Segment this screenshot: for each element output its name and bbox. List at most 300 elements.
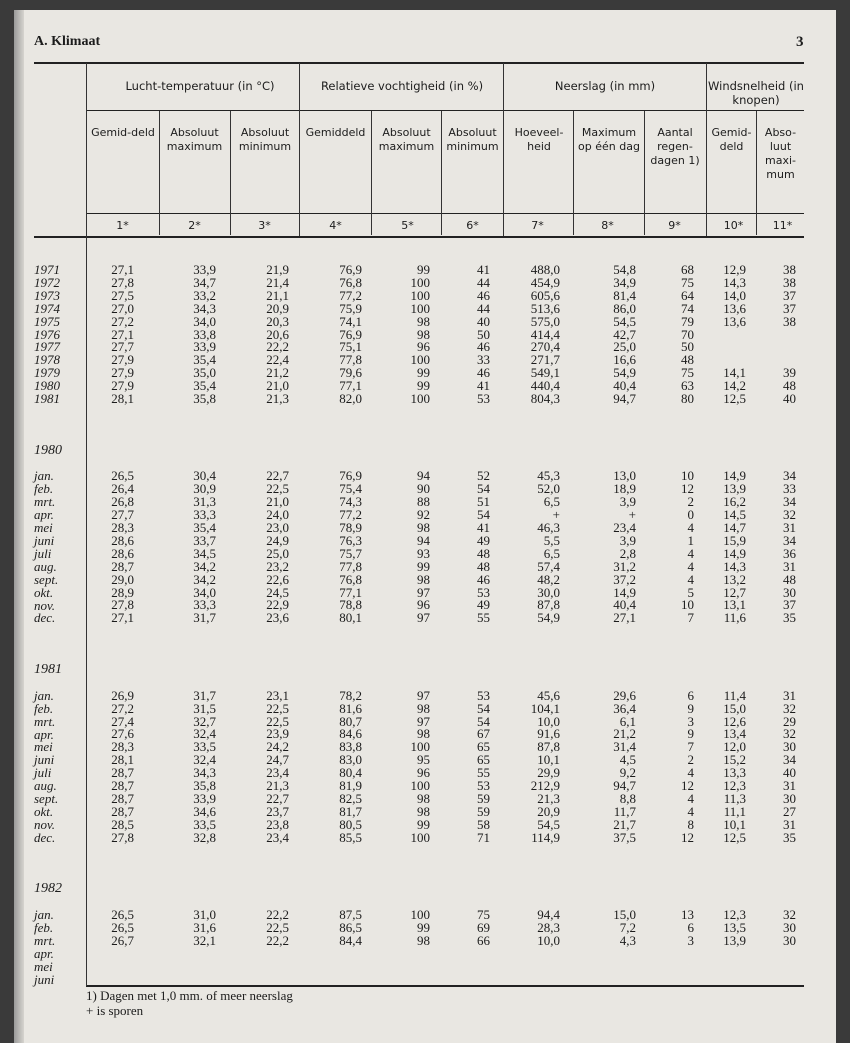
table-cell: 66: [477, 932, 490, 948]
table-cell: 6,5: [543, 545, 560, 561]
row-label: 1972: [34, 274, 60, 290]
cell-spacer: [219, 419, 289, 432]
table-cell: 82,5: [339, 791, 362, 806]
table-cell: 42,7: [613, 326, 636, 342]
table-cell: 48: [477, 558, 490, 574]
row-label: nov.: [34, 816, 56, 832]
table-cell: 27,8: [111, 829, 134, 845]
cell-spacer: [292, 858, 362, 871]
cell-spacer: [726, 948, 796, 961]
table-cell: 94: [417, 532, 430, 548]
table-cell: 34,3: [193, 765, 216, 781]
table-cell: 97: [417, 584, 430, 600]
table-cell: 31: [783, 520, 796, 536]
data-column-4: [292, 264, 362, 986]
cell-spacer: [420, 638, 490, 651]
table-cell: 87,5: [339, 907, 362, 923]
row-label: juli: [34, 765, 52, 781]
table-cell: 12,7: [723, 584, 746, 600]
table-cell: 4: [687, 520, 694, 536]
table-cell: 27,8: [111, 274, 134, 290]
table-cell: 20,3: [266, 313, 289, 329]
table-cell: 32,7: [193, 713, 216, 729]
table-cell: 36,4: [613, 700, 636, 716]
table-cell: 575,0: [530, 313, 560, 329]
table-cell: 28,6: [111, 545, 134, 561]
table-cell: 32: [783, 507, 796, 523]
table-cell: 30: [783, 791, 796, 806]
cell-spacer: [292, 974, 362, 987]
table-cell: 212,9: [530, 778, 560, 794]
cell-spacer: [219, 651, 289, 664]
table-cell: 35,8: [193, 391, 216, 407]
cell-spacer: [420, 845, 490, 858]
table-cell: 12,5: [723, 391, 746, 407]
cell-spacer: [219, 948, 289, 961]
data-column-3: [219, 264, 289, 986]
table-cell: 21,0: [266, 378, 289, 394]
row-label: mei: [34, 520, 53, 536]
table-cell: 99: [417, 816, 430, 832]
data-column-6: [420, 264, 490, 986]
table-cell: 79,6: [339, 365, 362, 381]
cell-spacer: [219, 625, 289, 638]
table-cell: 90: [417, 481, 430, 497]
cell-spacer: [146, 858, 216, 871]
table-cell: 37,2: [613, 571, 636, 587]
table-cell: 92: [417, 507, 430, 523]
table-cell: 100: [410, 829, 430, 845]
row-label: mei: [34, 739, 53, 755]
table-cell: 14,9: [723, 468, 746, 484]
table-cell: 33,9: [193, 791, 216, 806]
table-cell: 4: [687, 571, 694, 587]
table-cell: 10,0: [537, 713, 560, 729]
table-cell: 14,3: [723, 558, 746, 574]
block-year-label: 1980: [34, 442, 62, 458]
table-cell: 13,9: [723, 481, 746, 497]
table-cell: 53: [477, 584, 490, 600]
table-cell: 94,7: [613, 391, 636, 407]
table-cell: 13,9: [723, 932, 746, 948]
row-label: jan.: [34, 907, 54, 923]
table-cell: 7: [687, 610, 694, 626]
cell-spacer: [146, 432, 216, 445]
table-cell: 46: [477, 339, 490, 355]
cell-spacer: [490, 858, 560, 871]
table-cell: 76,8: [339, 571, 362, 587]
table-cell: 83,8: [339, 739, 362, 755]
table-cell: 79: [681, 313, 694, 329]
table-cell: 23,7: [266, 803, 289, 819]
table-cell: 33: [783, 481, 796, 497]
footnote-rain-days: 1) Dagen met 1,0 mm. of meer neerslag: [86, 988, 293, 1003]
table-cell: 20,9: [537, 803, 560, 819]
column-divider: [230, 111, 231, 235]
table-cell: 605,6: [530, 287, 560, 303]
table-cell: 76,9: [339, 326, 362, 342]
table-cell: 27,1: [111, 262, 134, 277]
row-label: 1980: [34, 378, 60, 394]
row-spacer: [34, 638, 62, 651]
table-cell: 32,4: [193, 726, 216, 742]
column-header: Gemid-deld: [91, 126, 155, 139]
table-cell: 95: [417, 752, 430, 768]
table-cell: 10,0: [537, 932, 560, 948]
table-cell: 54,5: [613, 313, 636, 329]
cell-spacer: [292, 948, 362, 961]
cell-spacer: [420, 406, 490, 419]
table-cell: 28,3: [537, 919, 560, 935]
table-cell: 78,9: [339, 520, 362, 536]
table-cell: 32: [783, 726, 796, 742]
cell-spacer: [146, 948, 216, 961]
table-cell: 33,3: [193, 597, 216, 613]
table-cell: 28,6: [111, 532, 134, 548]
table-cell: 85,5: [339, 829, 362, 845]
table-cell: 31,0: [193, 907, 216, 923]
table-cell: 14,1: [723, 365, 746, 381]
table-cell: 75: [477, 907, 490, 923]
table-cell: 33,2: [193, 287, 216, 303]
cell-spacer: [64, 638, 134, 651]
cell-spacer: [490, 625, 560, 638]
cell-spacer: [146, 870, 216, 883]
table-cell: 3,9: [619, 532, 636, 548]
table-cell: 37: [783, 597, 796, 613]
table-cell: 25,0: [266, 545, 289, 561]
cell-spacer: [64, 651, 134, 664]
table-cell: 30: [783, 739, 796, 755]
table-cell: 28,3: [111, 520, 134, 536]
table-cell: 12: [681, 829, 694, 845]
table-cell: 27,1: [111, 610, 134, 626]
table-cell: 26,5: [111, 919, 134, 935]
table-cell: 35,4: [193, 352, 216, 368]
table-cell: 40: [477, 313, 490, 329]
cell-spacer: [726, 883, 796, 896]
cell-spacer: [726, 961, 796, 974]
table-cell: 38: [783, 313, 796, 329]
cell-spacer: [490, 845, 560, 858]
cell-spacer: [420, 961, 490, 974]
table-cell: 27,9: [111, 352, 134, 368]
table-cell: 15,9: [723, 532, 746, 548]
row-spacer: [34, 845, 62, 858]
table-cell: 100: [410, 907, 430, 923]
row-label: okt.: [34, 803, 54, 819]
row-label: 1976: [34, 326, 60, 342]
table-cell: 6,1: [619, 713, 636, 729]
table-cell: 22,5: [266, 481, 289, 497]
table-cell: 4: [687, 791, 694, 806]
table-cell: 4,3: [619, 932, 636, 948]
table-cell: 32,4: [193, 752, 216, 768]
column-header: Gemid-deld: [711, 126, 752, 153]
cell-spacer: [292, 664, 362, 677]
table-cell: 804,3: [530, 391, 560, 407]
table-cell: 54,9: [613, 365, 636, 381]
table-cell: 25,0: [613, 339, 636, 355]
cell-spacer: [726, 419, 796, 432]
cell-spacer: [726, 870, 796, 883]
table-cell: 14,0: [723, 287, 746, 303]
cell-spacer: [726, 974, 796, 987]
cell-spacer: [146, 445, 216, 458]
table-cell: 28,7: [111, 558, 134, 574]
cell-spacer: [64, 974, 134, 987]
table-cell: 11,3: [723, 791, 746, 806]
table-cell: 75,7: [339, 545, 362, 561]
table-cell: 35,4: [193, 378, 216, 394]
cell-spacer: [146, 845, 216, 858]
table-cell: 81,4: [613, 287, 636, 303]
row-label: feb.: [34, 481, 54, 497]
table-cell: 94: [417, 468, 430, 484]
table-cell: 69: [477, 919, 490, 935]
table-cell: 71: [477, 829, 490, 845]
table-cell: 34: [783, 752, 796, 768]
table-cell: 13,2: [723, 571, 746, 587]
column-number: 1*: [116, 219, 129, 232]
row-label: apr.: [34, 726, 54, 742]
cell-spacer: [64, 858, 134, 871]
table-cell: 15,0: [723, 700, 746, 716]
cell-spacer: [490, 883, 560, 896]
table-cell: 99: [417, 558, 430, 574]
table-cell: 46: [477, 287, 490, 303]
cell-spacer: [292, 961, 362, 974]
table-cell: 35: [783, 610, 796, 626]
row-label: 1981: [34, 391, 60, 407]
table-cell: 53: [477, 391, 490, 407]
cell-spacer: [219, 870, 289, 883]
page-number: 3: [796, 34, 804, 50]
cell-spacer: [219, 845, 289, 858]
column-header: Absoluut minimum: [446, 126, 499, 153]
table-cell: 21,3: [266, 391, 289, 407]
table-cell: 7: [687, 739, 694, 755]
table-cell: 22,6: [266, 571, 289, 587]
row-label: apr.: [34, 507, 54, 523]
row-spacer: [34, 406, 62, 419]
table-cell: 75,4: [339, 481, 362, 497]
cell-spacer: [726, 625, 796, 638]
row-label: 1978: [34, 352, 60, 368]
table-cell: 83,0: [339, 752, 362, 768]
table-cell: 34: [783, 468, 796, 484]
table-cell: 23,2: [266, 558, 289, 574]
table-cell: 5,5: [543, 532, 560, 548]
table-cell: 96: [417, 597, 430, 613]
table-cell: 9: [687, 700, 694, 716]
table-cell: 75: [681, 365, 694, 381]
table-cell: 549,1: [530, 365, 560, 381]
cell-spacer: [64, 845, 134, 858]
table-cell: 98: [417, 520, 430, 536]
row-label: okt.: [34, 584, 54, 600]
cell-spacer: [490, 870, 560, 883]
table-cell: 63: [681, 378, 694, 394]
table-cell: 100: [410, 778, 430, 794]
cell-spacer: [146, 664, 216, 677]
column-number: 6*: [466, 219, 479, 232]
table-cell: 12,5: [723, 829, 746, 845]
cell-spacer: [490, 948, 560, 961]
row-label: aug.: [34, 778, 57, 794]
table-cell: 13,6: [723, 313, 746, 329]
table-cell: 76,8: [339, 274, 362, 290]
table-cell: 9: [687, 726, 694, 742]
table-cell: 114,9: [531, 829, 560, 845]
table-cell: 6: [687, 687, 694, 703]
column-number: 7*: [531, 219, 544, 232]
column-number: 4*: [329, 219, 342, 232]
table-cell: 34,3: [193, 300, 216, 316]
table-cell: 29,6: [613, 687, 636, 703]
table-cell: 440,4: [530, 378, 560, 394]
data-column-7: [490, 264, 560, 986]
table-cell: 0: [687, 507, 694, 523]
column-header: Maximum op één dag: [578, 126, 640, 153]
table-cell: 28,9: [111, 584, 134, 600]
column-divider: [159, 111, 160, 235]
table-cell: 27,2: [111, 313, 134, 329]
table-cell: 74,3: [339, 494, 362, 510]
table-cell: 21,0: [266, 494, 289, 510]
table-cell: 31,2: [613, 558, 636, 574]
table-cell: 26,5: [111, 468, 134, 484]
table-cell: 35,0: [193, 365, 216, 381]
table-cell: 10: [681, 468, 694, 484]
table-cell: 80: [681, 391, 694, 407]
footnote-traces: + is sporen: [86, 1003, 144, 1018]
table-cell: 50: [681, 339, 694, 355]
table-cell: 32,8: [193, 829, 216, 845]
table-cell: 82,0: [339, 391, 362, 407]
table-cell: +: [628, 507, 636, 523]
table-cell: 34: [783, 494, 796, 510]
table-cell: 46: [477, 365, 490, 381]
table-cell: 34,7: [193, 274, 216, 290]
block-year-label: 1982: [34, 881, 62, 897]
row-spacer: [34, 625, 62, 638]
table-cell: 87,8: [537, 597, 560, 613]
table-cell: 21,2: [266, 365, 289, 381]
row-label: juni: [34, 971, 55, 987]
table-cell: 75,1: [339, 339, 362, 355]
table-cell: 64: [681, 287, 694, 303]
table-cell: 100: [410, 739, 430, 755]
table-cell: 40,4: [613, 597, 636, 613]
table-cell: 27: [783, 803, 796, 819]
table-cell: 5: [687, 584, 694, 600]
table-cell: 31: [783, 558, 796, 574]
table-cell: 54: [477, 713, 490, 729]
table-cell: 23,8: [266, 816, 289, 832]
table-cell: 271,7: [530, 352, 560, 368]
cell-spacer: [420, 883, 490, 896]
table-cell: 100: [410, 300, 430, 316]
cell-spacer: [292, 445, 362, 458]
table-cell: 24,2: [266, 739, 289, 755]
table-cell: 24,5: [266, 584, 289, 600]
table-cell: 4: [687, 765, 694, 781]
table-cell: 26,9: [111, 687, 134, 703]
table-cell: 54,5: [537, 816, 560, 832]
table-cell: 84,4: [339, 932, 362, 948]
table-cell: 14,5: [723, 507, 746, 523]
table-cell: 14,2: [723, 378, 746, 394]
table-cell: 27,4: [111, 713, 134, 729]
column-divider: [371, 111, 372, 235]
column-header: Aantal regen-dagen 1): [650, 126, 700, 167]
table-cell: 76,3: [339, 532, 362, 548]
table-cell: 2,8: [619, 545, 636, 561]
table-cell: 67: [477, 726, 490, 742]
table-cell: 30,9: [193, 481, 216, 497]
cell-spacer: [420, 948, 490, 961]
table-cell: 100: [410, 287, 430, 303]
row-label: 1973: [34, 287, 60, 303]
row-label: 1979: [34, 365, 60, 381]
table-cell: 13,3: [723, 765, 746, 781]
table-cell: 7,2: [619, 919, 636, 935]
table-cell: 34,6: [193, 803, 216, 819]
table-cell: 34: [783, 532, 796, 548]
table-cell: 44: [477, 300, 490, 316]
column-header: Gemiddeld: [305, 126, 366, 139]
table-cell: 454,9: [530, 274, 560, 290]
table-cell: 22,2: [266, 339, 289, 355]
table-cell: 44: [477, 274, 490, 290]
row-label: sept.: [34, 791, 59, 807]
table-cell: 100: [410, 391, 430, 407]
row-label: 1975: [34, 313, 60, 329]
cell-spacer: [420, 974, 490, 987]
cell-spacer: [420, 870, 490, 883]
table-cell: 27,9: [111, 378, 134, 394]
table-cell: 23,4: [266, 829, 289, 845]
cell-spacer: [64, 961, 134, 974]
cell-spacer: [64, 432, 134, 445]
cell-spacer: [726, 664, 796, 677]
table-cell: 98: [417, 571, 430, 587]
table-cell: 6,5: [543, 494, 560, 510]
table-cell: 3: [687, 932, 694, 948]
table-cell: 22,7: [266, 468, 289, 484]
table-cell: 11,1: [723, 803, 746, 819]
column-number: 11*: [772, 219, 793, 232]
table-cell: 31,3: [193, 494, 216, 510]
table-cell: 54: [477, 481, 490, 497]
table-cell: 16,6: [613, 352, 636, 368]
cell-spacer: [490, 974, 560, 987]
row-label: nov.: [34, 597, 56, 613]
table-cell: 23,1: [266, 687, 289, 703]
table-cell: 22,5: [266, 700, 289, 716]
table-cell: 80,5: [339, 816, 362, 832]
table-cell: 40: [783, 391, 796, 407]
table-cell: 39: [783, 365, 796, 381]
table-cell: 513,6: [530, 300, 560, 316]
row-label: juli: [34, 545, 52, 561]
table-cell: 14,3: [723, 274, 746, 290]
table-cell: 41: [477, 262, 490, 277]
table-cell: 75,9: [339, 300, 362, 316]
row-label: aug.: [34, 558, 57, 574]
table-cell: 30: [783, 932, 796, 948]
